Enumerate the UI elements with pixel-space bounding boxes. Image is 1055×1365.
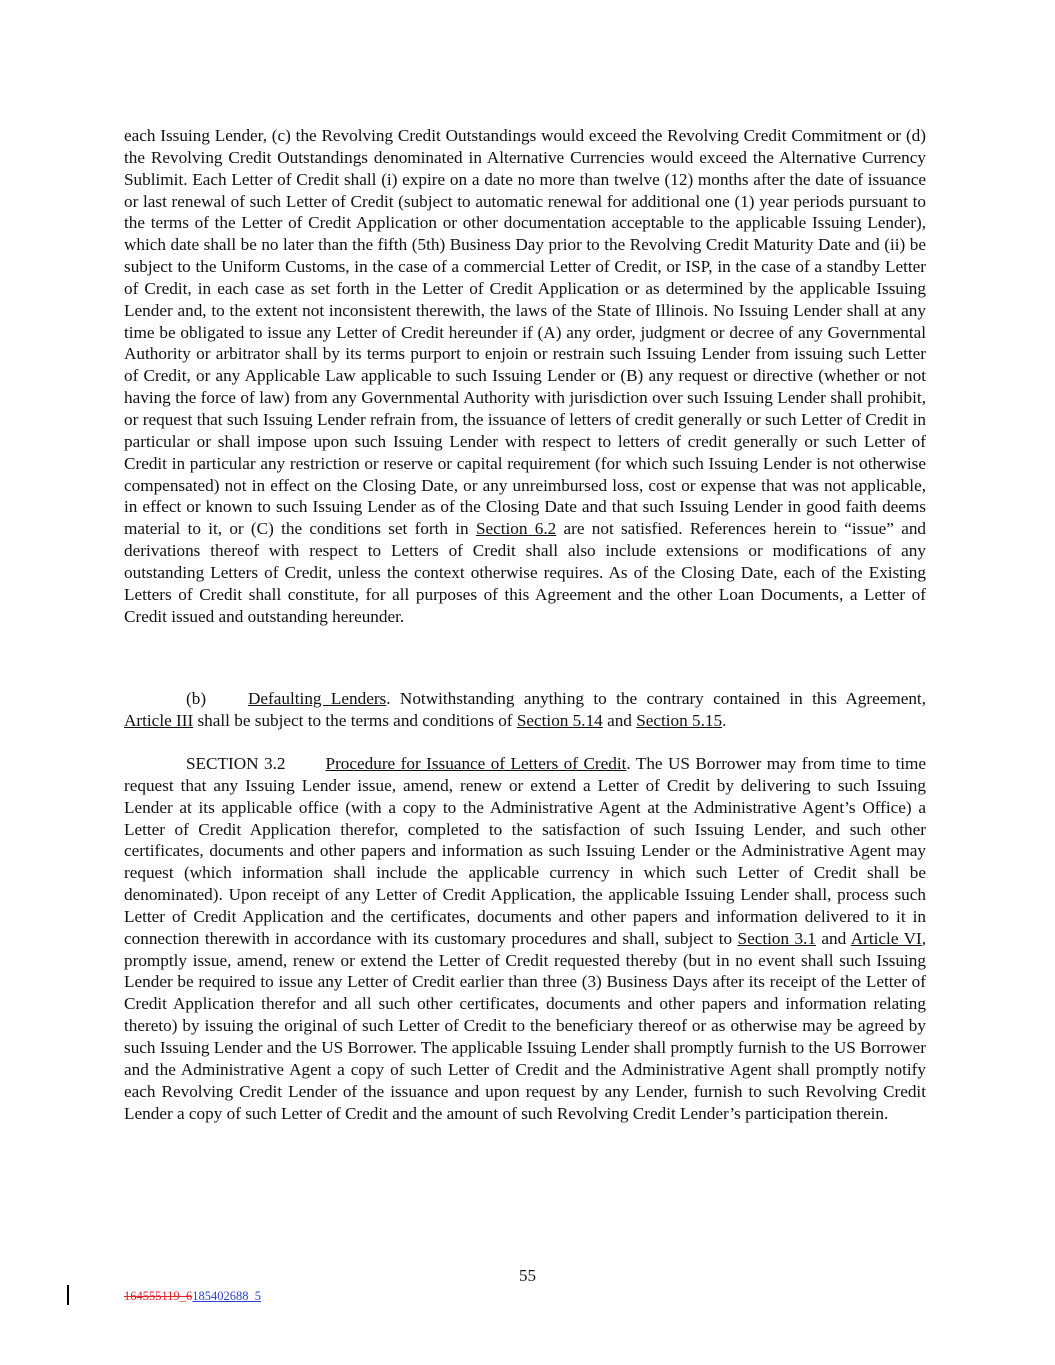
paragraph-a-text: each Issuing Lender, (c) the Revolving Credit Outstandings would exceed the Revolving Credit Commitment or (d) the Revolving Credit Outstandings denominated in Alternative Currencies would exceed the Alternative Currency Sublimit. Each Letter of Credit shall (i) expire on a date no more than twelve (12) months after the date of issuance or last renewal of such Letter of Credit (subject to automatic renewal for additional one (1) year periods pursuant to the terms of the Letter of Credit Application or other documentation acceptable to the applicable Issuing Lender), which date shall be no later than the fifth (5th) Business Day prior to the Revolving Credit Maturity Date and (ii) be subject to the Uniform Customs, in the case of a commercial Letter of Credit, or ISP, in the case of a standby Letter of Credit, in each case as set forth in the Letter of Credit Application or as determined by the applicable Issuing Lender and, to the extent not inconsistent therewith, the laws of the State of Illinois. No Issuing Lender shall at any time be obligated to issue any Letter of Credit hereunder if (A) any order, judgment or decree of any Governmental Authority or arbitrator shall by its terms purport to enjoin or restrain such Issuing Lender from issuing such Letter of Credit, or any Applicable Law applicable to such Issuing Lender or (B) any request or directive (whether or not having the force of law) from any Governmental Authority with jurisdiction over such Issuing Lender shall prohibit, or request that such Issuing Lender refrain from, the issuance of letters of credit generally or such Letter of Credit in particular or shall impose upon such Issuing Lender with respect to letters of credit generally or such Letter of Credit in particular any restriction or reserve or capital requirement (for which such Issuing Lender is not otherwise compensated) not in effect on the Closing Date, or any unreimbursed loss, cost or expense that was not applicable, in effect or known to such Issuing Lender as of the Closing Date and that such Issuing Lender in good faith deems material to it, or (C) the conditions set forth in xyxy=(124,126,926,539)
revision-change-bar xyxy=(67,1285,69,1305)
section-3-2-text-2: and xyxy=(816,928,851,948)
section-6-2-reference[interactable]: Section 6.2 xyxy=(475,519,557,539)
document-id xyxy=(124,1289,261,1304)
paragraph-b-text-2: shall be subject to the terms and conditions of xyxy=(193,710,517,730)
section-3-1-reference[interactable]: Section 3.1 xyxy=(737,928,816,948)
section-3-2-paragraph xyxy=(124,753,926,1124)
section-5-14-reference[interactable]: Section 5.14 xyxy=(516,710,603,730)
section-3-2-heading: Procedure for Issuance of Letters of Credit xyxy=(325,754,627,773)
article-iii-reference[interactable]: Article III xyxy=(124,710,194,730)
paragraph-b-text-4: . xyxy=(722,710,727,730)
section-3-2-text-1: . The US Borrower may from time to time request that any Issuing Lender issue, amend, renew or extend a Letter of Credit by delivering to such Issuing Lender at its applicable office (with a copy to the Administrative Agent at the Administrative Agent’s Office) a Letter of Credit Application therefor, completed to the satisfaction of such Issuing Lender, and such other certificates, documents and other papers and information as such Issuing Lender or the Administrative Agent may request (which information shall include the applicable currency in which such Letter of Credit shall be denominated). Upon receipt of any Letter of Credit Application, the applicable Issuing Lender shall, process such Letter of Credit Application and the certificates, documents and other papers and information delivered to it in connection therewith in accordance with its customary procedures and shall, subject to xyxy=(124,754,926,948)
paragraph-a-text-after: are not satisfied. References herein to “issue” and derivations thereof with respect to Letters of Credit shall also include extensions or modifications of any outstanding Letters of Credit, unless the context otherwise requires. As of the Closing Date, each of the Existing Letters of Credit shall constitute, for all purposes of this Agreement and the other Loan Documents, a Letter of Credit issued and outstanding hereunder. xyxy=(124,519,927,626)
paragraph-b-defaulting-lenders xyxy=(124,688,926,732)
section-3-2-text-3: , promptly issue, amend, renew or extend the Letter of Credit requested thereby (but in no event shall such Issuing Lender be required to issue any Letter of Credit earlier than three (3) Business Days after its receipt of the Letter of Credit Application therefor and all such other certificates, documents and other papers and information relating thereto) by issuing the original of such Letter of Credit to the beneficiary thereof or as otherwise may be agreed by such Issuing Lender and the US Borrower. The applicable Issuing Lender shall promptly furnish to the US Borrower and the Administrative Agent a copy of such Letter of Credit and the Administrative Agent shall promptly notify each Revolving Credit Lender of the issuance and upon request by any Lender, furnish to such Revolving Credit Lender a copy of such Letter of Credit and the amount of such Revolving Credit Lender’s participation therein. xyxy=(124,928,927,1123)
paragraph-b-text-3: and xyxy=(602,710,637,730)
paragraph-a-continuation xyxy=(124,125,926,627)
article-vi-reference[interactable]: Article VI xyxy=(850,928,922,948)
paragraph-b-label: (b) xyxy=(186,689,207,708)
page-number: 55 xyxy=(519,1266,536,1285)
defaulting-lenders-heading: Defaulting Lenders xyxy=(248,689,387,708)
paragraph-b-text-1: . Notwithstanding anything to the contrary contained in this Agreement, xyxy=(386,689,926,708)
document-id-deleted: 164555119_6 xyxy=(124,1289,193,1303)
section-3-2-number: SECTION 3.2 xyxy=(186,754,286,773)
document-id-inserted: 185402688_5 xyxy=(192,1289,262,1303)
section-5-15-reference[interactable]: Section 5.15 xyxy=(636,710,723,730)
